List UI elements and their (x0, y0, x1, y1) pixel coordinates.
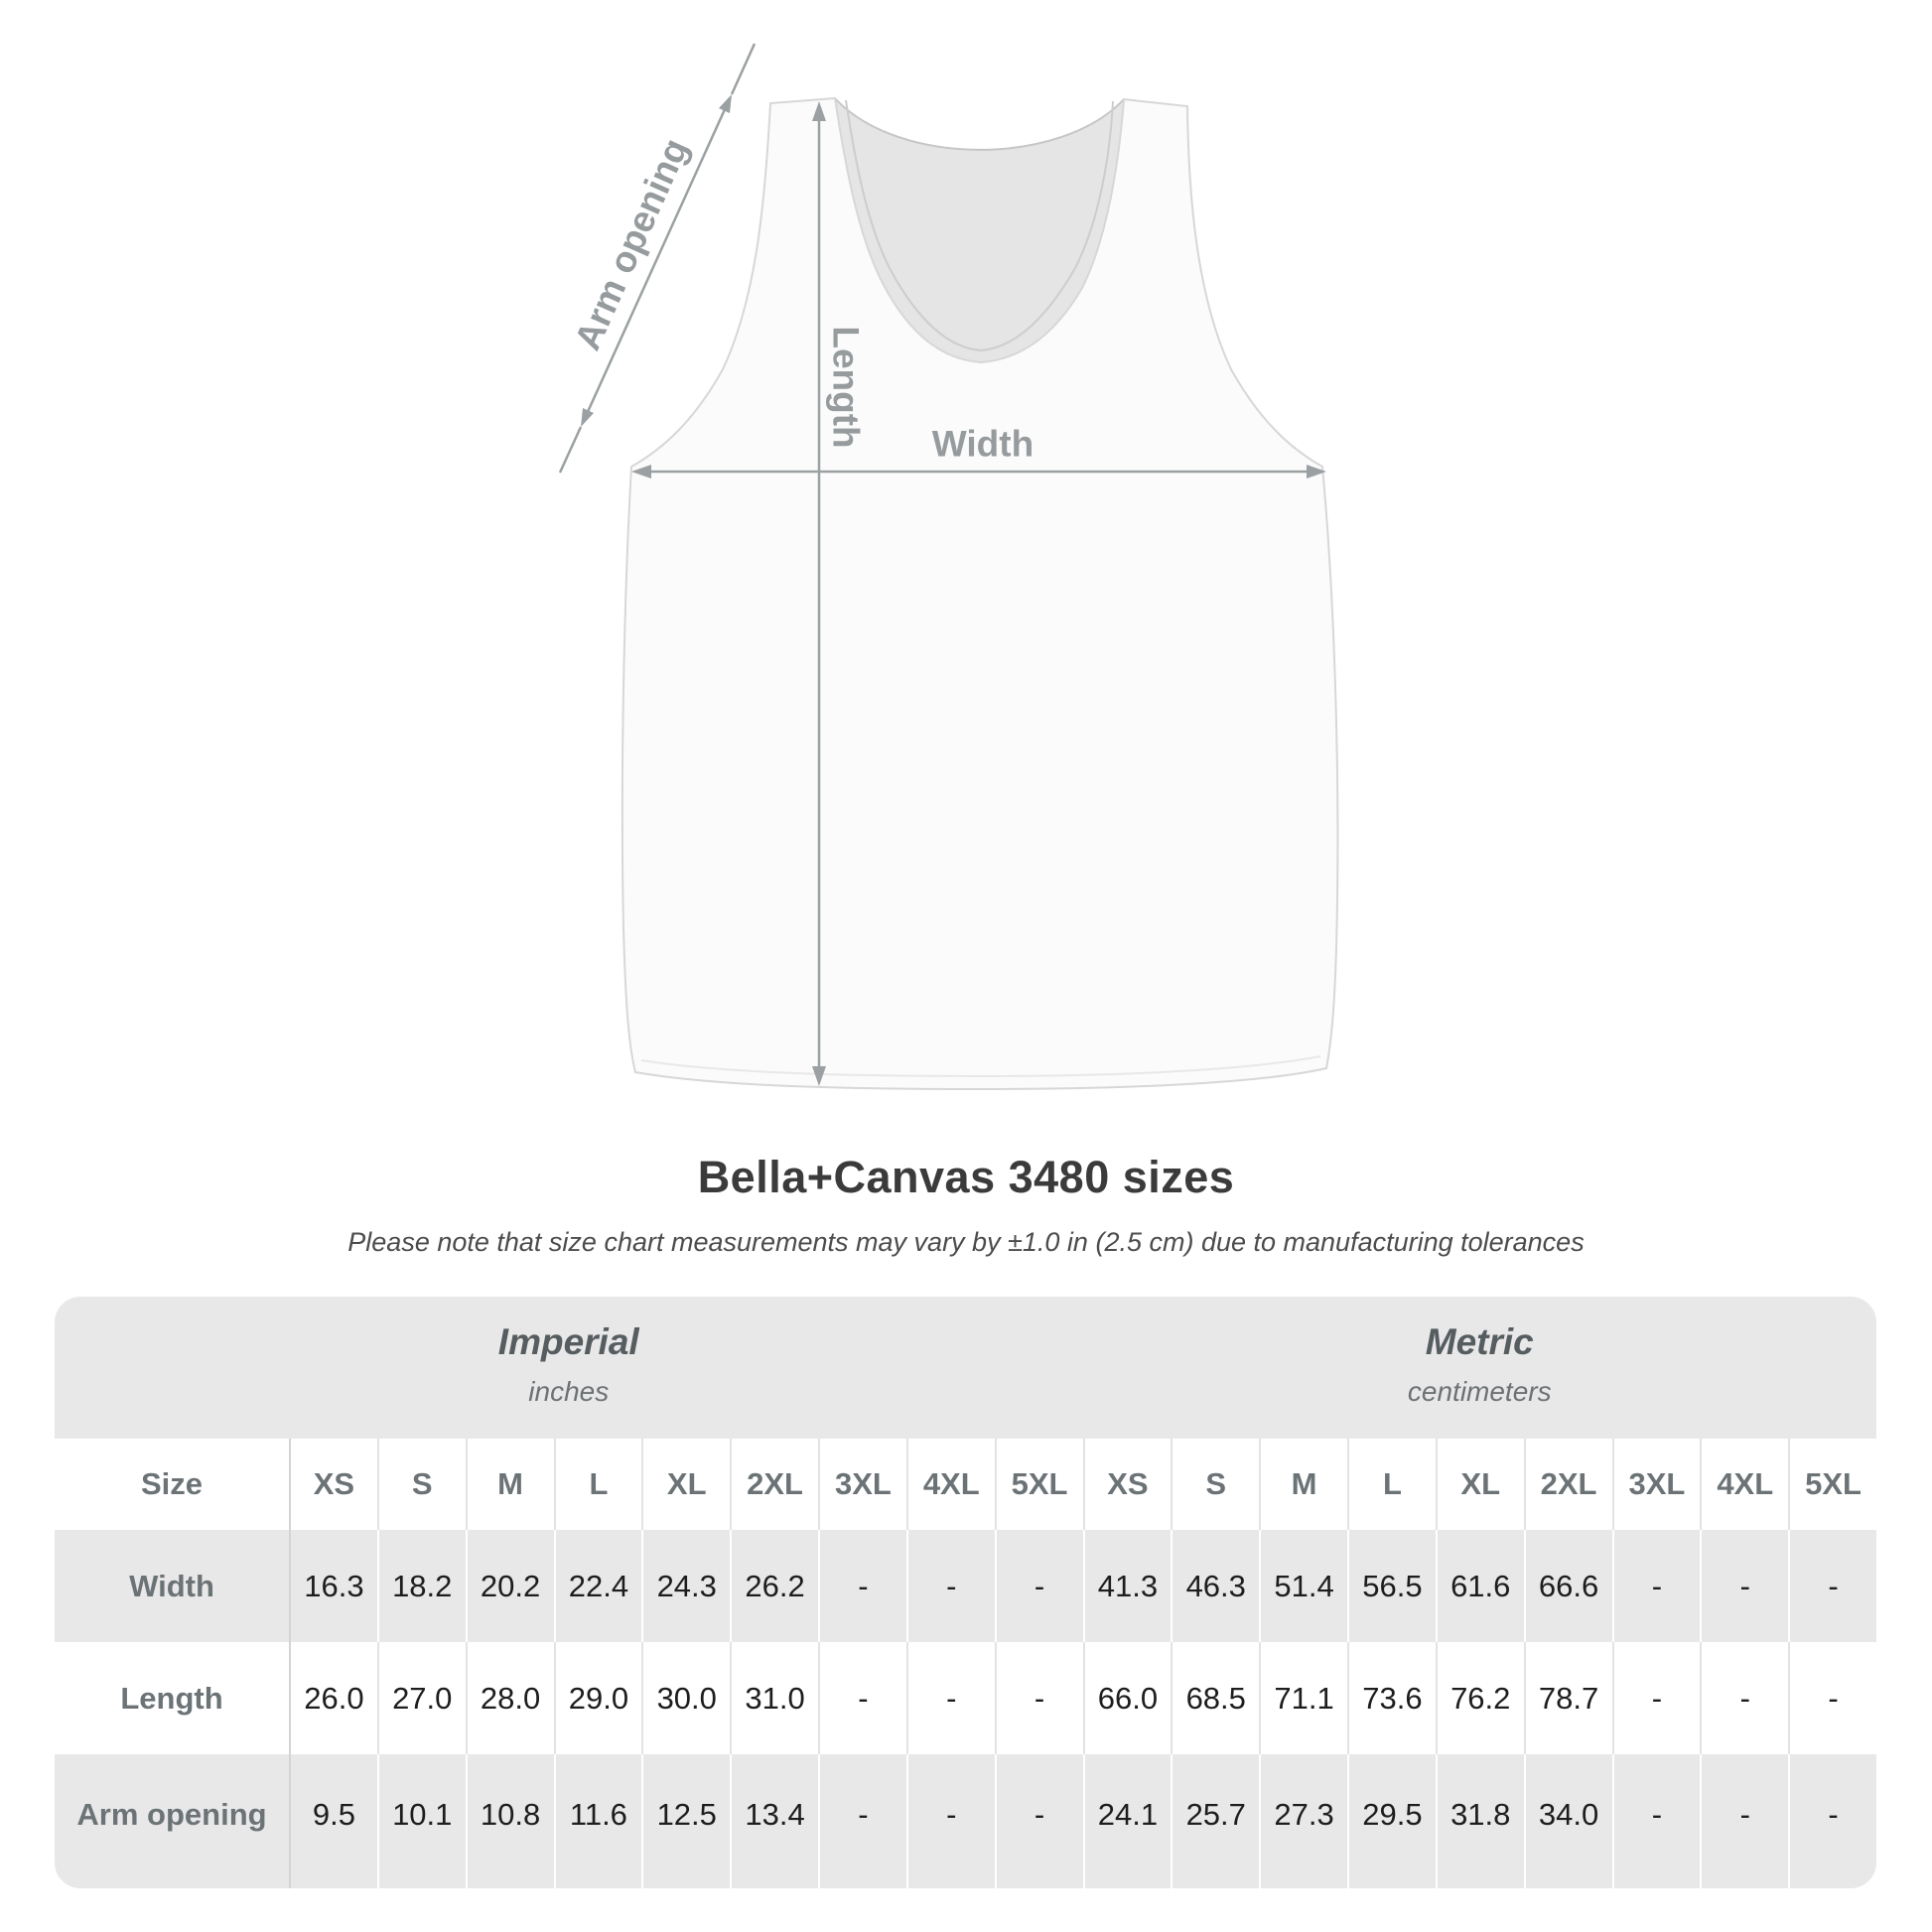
width-metric-5xl (1788, 1530, 1876, 1642)
arm-metric-xs (1083, 1754, 1172, 1888)
value: - (858, 1568, 869, 1603)
size-label: 2XL (1540, 1466, 1597, 1501)
width-imperial-2xl (730, 1530, 818, 1642)
size-label: 4XL (922, 1466, 980, 1501)
width-imperial-3xl (818, 1530, 906, 1642)
width-metric-2xl (1524, 1530, 1612, 1642)
size-col-metric-m (1259, 1439, 1347, 1530)
length-metric-xs (1083, 1642, 1172, 1754)
metric-sublabel: centimeters (1407, 1376, 1552, 1407)
value: - (1739, 1796, 1750, 1832)
length-imperial-xs (289, 1642, 377, 1754)
size-header-row (55, 1439, 1876, 1530)
size-header-cell (55, 1439, 289, 1530)
size-label: XS (313, 1466, 355, 1501)
arm-opening-label: Arm opening (566, 132, 697, 356)
page-title: Bella+Canvas 3480 sizes (697, 1152, 1235, 1202)
size-col-imperial-5xl (995, 1439, 1083, 1530)
row-label-cell (55, 1642, 289, 1754)
value: 25.7 (1185, 1796, 1246, 1832)
width-metric-xs (1083, 1530, 1172, 1642)
length-imperial-3xl (818, 1642, 906, 1754)
row-label-cell (55, 1754, 289, 1888)
arm-imperial-s (377, 1754, 466, 1888)
value: 73.6 (1362, 1680, 1423, 1716)
size-label: XL (666, 1466, 707, 1501)
arm-metric-s (1171, 1754, 1259, 1888)
length-metric-3xl (1612, 1642, 1701, 1754)
value: - (1651, 1796, 1663, 1832)
value: 18.2 (392, 1568, 453, 1603)
arm-imperial-xl (641, 1754, 730, 1888)
size-label: M (497, 1466, 523, 1501)
value: 22.4 (568, 1568, 629, 1603)
arm-imperial-l (554, 1754, 642, 1888)
size-label: 5XL (1805, 1466, 1862, 1501)
width-metric-xl (1436, 1530, 1524, 1642)
value: - (1739, 1680, 1750, 1716)
arm-metric-l (1347, 1754, 1436, 1888)
size-col-imperial-xl (641, 1439, 730, 1530)
size-col-imperial-xs (289, 1439, 377, 1530)
arm-metric-4xl (1700, 1754, 1788, 1888)
size-label: 2XL (747, 1466, 803, 1501)
value: 31.0 (745, 1680, 805, 1716)
size-label: 4XL (1717, 1466, 1774, 1501)
width-imperial-l (554, 1530, 642, 1642)
value: 78.7 (1538, 1680, 1599, 1716)
size-label: L (589, 1466, 609, 1501)
imperial-label: Imperial (497, 1321, 639, 1362)
size-label: S (1205, 1466, 1227, 1501)
value: - (858, 1680, 869, 1716)
size-col-imperial-m (466, 1439, 554, 1530)
value: 24.3 (656, 1568, 717, 1603)
value: 76.2 (1450, 1680, 1511, 1716)
arm-metric-xl (1436, 1754, 1524, 1888)
arm-metric-5xl (1788, 1754, 1876, 1888)
arm-imperial-xs (289, 1754, 377, 1888)
row-label-cell (55, 1530, 289, 1642)
length-metric-l (1347, 1642, 1436, 1754)
length-imperial-m (466, 1642, 554, 1754)
value: 56.5 (1362, 1568, 1423, 1603)
row-label: Arm opening (76, 1796, 267, 1832)
value: 46.3 (1185, 1568, 1246, 1603)
value: 16.3 (304, 1568, 364, 1603)
length-imperial-5xl (995, 1642, 1083, 1754)
value: 10.1 (392, 1796, 453, 1832)
width-metric-4xl (1700, 1530, 1788, 1642)
value: - (946, 1568, 957, 1603)
length-imperial-2xl (730, 1642, 818, 1754)
metric-label: Metric (1425, 1321, 1534, 1362)
value: - (1828, 1680, 1839, 1716)
width-imperial-xl (641, 1530, 730, 1642)
size-header-label: Size (140, 1466, 204, 1501)
size-table (55, 1297, 1876, 1888)
value: 31.8 (1450, 1796, 1511, 1832)
value: 20.2 (480, 1568, 541, 1603)
value: - (1651, 1568, 1663, 1603)
length-label: Length (825, 326, 867, 449)
length-metric-s (1171, 1642, 1259, 1754)
arm-imperial-5xl (995, 1754, 1083, 1888)
value: - (858, 1796, 869, 1832)
size-col-metric-5xl (1788, 1439, 1876, 1530)
unit-header-row (55, 1297, 1876, 1439)
arm-imperial-3xl (818, 1754, 906, 1888)
size-label: S (411, 1466, 433, 1501)
arm-imperial-2xl (730, 1754, 818, 1888)
width-metric-s (1171, 1530, 1259, 1642)
page-subtitle: Please note that size chart measurements may vary by ±1.0 in (2.5 cm) due to manufacturing tolerances (347, 1227, 1585, 1257)
value: - (1034, 1680, 1045, 1716)
arm-imperial-m (466, 1754, 554, 1888)
value: 24.1 (1097, 1796, 1159, 1832)
length-imperial-s (377, 1642, 466, 1754)
size-col-metric-2xl (1524, 1439, 1612, 1530)
table-row-width (55, 1530, 1876, 1642)
width-imperial-s (377, 1530, 466, 1642)
value: 66.6 (1538, 1568, 1599, 1603)
arm-metric-2xl (1524, 1754, 1612, 1888)
width-imperial-m (466, 1530, 554, 1642)
size-col-metric-s (1171, 1439, 1259, 1530)
value: 9.5 (312, 1796, 355, 1832)
arm-imperial-4xl (906, 1754, 995, 1888)
tank-top-diagram (417, 40, 1509, 1132)
size-col-imperial-3xl (818, 1439, 906, 1530)
length-metric-xl (1436, 1642, 1524, 1754)
value: - (1034, 1568, 1045, 1603)
row-label: Length (120, 1680, 223, 1716)
value: 12.5 (656, 1796, 717, 1832)
value: - (1034, 1796, 1045, 1832)
value: 30.0 (656, 1680, 717, 1716)
size-col-imperial-l (554, 1439, 642, 1530)
size-label: 5XL (1011, 1466, 1068, 1501)
value: 71.1 (1274, 1680, 1334, 1716)
arm-metric-m (1259, 1754, 1347, 1888)
width-metric-l (1347, 1530, 1436, 1642)
value: 51.4 (1274, 1568, 1334, 1603)
size-label: XS (1107, 1466, 1149, 1501)
width-metric-3xl (1612, 1530, 1701, 1642)
size-col-metric-4xl (1700, 1439, 1788, 1530)
value: - (1739, 1568, 1750, 1603)
value: 29.0 (568, 1680, 629, 1716)
value: 27.0 (392, 1680, 453, 1716)
length-metric-4xl (1700, 1642, 1788, 1754)
value: 28.0 (480, 1680, 541, 1716)
size-label: L (1382, 1466, 1402, 1501)
value: - (1651, 1680, 1663, 1716)
length-imperial-xl (641, 1642, 730, 1754)
width-imperial-xs (289, 1530, 377, 1642)
row-label: Width (129, 1568, 214, 1603)
value: - (1828, 1796, 1839, 1832)
value: 68.5 (1185, 1680, 1246, 1716)
size-col-imperial-2xl (730, 1439, 818, 1530)
value: 27.3 (1274, 1796, 1334, 1832)
width-label: Width (931, 423, 1035, 465)
size-label: 3XL (834, 1466, 892, 1501)
value: 10.8 (480, 1796, 541, 1832)
metric-header (1083, 1297, 1877, 1439)
size-col-metric-xl (1436, 1439, 1524, 1530)
length-imperial-l (554, 1642, 642, 1754)
arm-metric-3xl (1612, 1754, 1701, 1888)
value: 26.0 (304, 1680, 364, 1716)
size-label: 3XL (1628, 1466, 1686, 1501)
value: - (946, 1796, 957, 1832)
value: 29.5 (1362, 1796, 1423, 1832)
length-metric-2xl (1524, 1642, 1612, 1754)
size-col-metric-xs (1083, 1439, 1172, 1530)
table-row-arm-opening (55, 1754, 1876, 1888)
size-label: XL (1460, 1466, 1501, 1501)
table-row-length (55, 1642, 1876, 1754)
value: 13.4 (745, 1796, 805, 1832)
width-imperial-4xl (906, 1530, 995, 1642)
size-col-metric-3xl (1612, 1439, 1701, 1530)
size-label: M (1291, 1466, 1317, 1501)
value: 11.6 (569, 1796, 627, 1832)
value: 34.0 (1538, 1796, 1599, 1832)
value: 66.0 (1097, 1680, 1159, 1716)
imperial-header (55, 1297, 1083, 1439)
value: 61.6 (1450, 1568, 1511, 1603)
length-metric-m (1259, 1642, 1347, 1754)
size-col-metric-l (1347, 1439, 1436, 1530)
width-metric-m (1259, 1530, 1347, 1642)
length-imperial-4xl (906, 1642, 995, 1754)
value: 26.2 (745, 1568, 805, 1603)
imperial-sublabel: inches (528, 1376, 610, 1407)
length-metric-5xl (1788, 1642, 1876, 1754)
value: - (1828, 1568, 1839, 1603)
width-imperial-5xl (995, 1530, 1083, 1642)
value: - (946, 1680, 957, 1716)
size-col-imperial-4xl (906, 1439, 995, 1530)
size-col-imperial-s (377, 1439, 466, 1530)
value: 41.3 (1097, 1568, 1159, 1603)
